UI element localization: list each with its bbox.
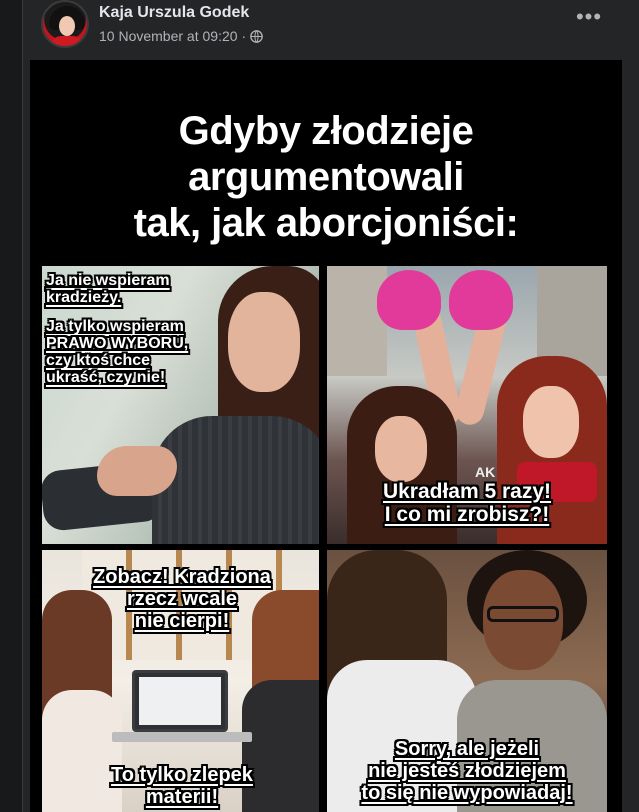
meme-title-line: tak, jak aborcjoniści: xyxy=(133,201,519,245)
caption-line: ukraść, czy nie! xyxy=(46,369,166,386)
meta-separator: · xyxy=(241,28,247,44)
meme-panel-4 xyxy=(327,550,607,812)
caption-line: nie jesteś złodziejem xyxy=(368,760,566,782)
caption-line: to się nie wypowiadaj! xyxy=(361,782,573,804)
globe-icon[interactable] xyxy=(250,30,263,43)
caption-line: To tylko zlepek xyxy=(111,764,253,786)
panel1-caption xyxy=(46,272,226,386)
panel1-face xyxy=(228,292,300,392)
meme-title-line: Gdyby złodzieje xyxy=(178,109,474,153)
caption-line: nie cierpi! xyxy=(134,610,230,632)
panel2-face-left xyxy=(375,416,427,482)
panel1-sweater xyxy=(152,416,319,544)
post-meta xyxy=(99,28,263,44)
avatar-face xyxy=(59,16,75,36)
caption-line: rzecz wcale xyxy=(126,588,238,610)
panel3-laptop xyxy=(132,670,228,732)
caption-line: PRAWO WYBORU, xyxy=(46,335,189,352)
panel2-pink-bra xyxy=(377,270,517,330)
meme-title xyxy=(30,108,622,246)
more-options-button[interactable] xyxy=(571,4,607,34)
panel4-caption xyxy=(327,738,607,804)
panel3-laptop-base xyxy=(112,732,252,742)
caption-line: czy ktoś chce xyxy=(46,352,151,369)
panel3-laptop-screen xyxy=(139,677,221,725)
panel1-hand xyxy=(97,446,177,496)
caption-line: materii! xyxy=(145,786,219,808)
post-header xyxy=(41,0,639,56)
avatar-shirt xyxy=(51,36,83,48)
panel3-bottom-caption xyxy=(62,764,302,808)
caption-line: Ja tylko wspieram xyxy=(46,318,184,335)
panel2-face-right xyxy=(523,386,579,458)
meme-panel-3 xyxy=(42,550,319,812)
panel4-glasses xyxy=(487,606,559,622)
meme-image[interactable] xyxy=(30,60,622,812)
meme-panel-1 xyxy=(42,266,319,544)
more-options-icon: ••• xyxy=(575,4,603,29)
caption-line xyxy=(46,306,226,318)
panel2-bra-cup xyxy=(449,270,513,330)
panel3-top-caption xyxy=(62,566,302,632)
author-avatar[interactable] xyxy=(41,0,89,48)
panel2-sign-fragment: AK xyxy=(475,464,496,480)
panel2-caption xyxy=(327,480,607,526)
post-date[interactable]: 10 November at 09:20 xyxy=(99,28,238,44)
caption-line: Ja nie wspieram xyxy=(46,272,170,289)
caption-line: Sorry, ale jeżeli xyxy=(394,738,540,760)
meme-title-line: argumentowali xyxy=(188,155,464,199)
meme-panel-2 xyxy=(327,266,607,544)
caption-line: I co mi zrobisz?! xyxy=(384,503,550,526)
caption-line: Zobacz! Kradziona xyxy=(93,566,271,588)
panel2-bra-cup xyxy=(377,270,441,330)
caption-line: kradzieży. xyxy=(46,289,122,306)
author-name[interactable]: Kaja Urszula Godek xyxy=(99,4,250,21)
caption-line: Ukradłam 5 razy! xyxy=(382,480,552,503)
